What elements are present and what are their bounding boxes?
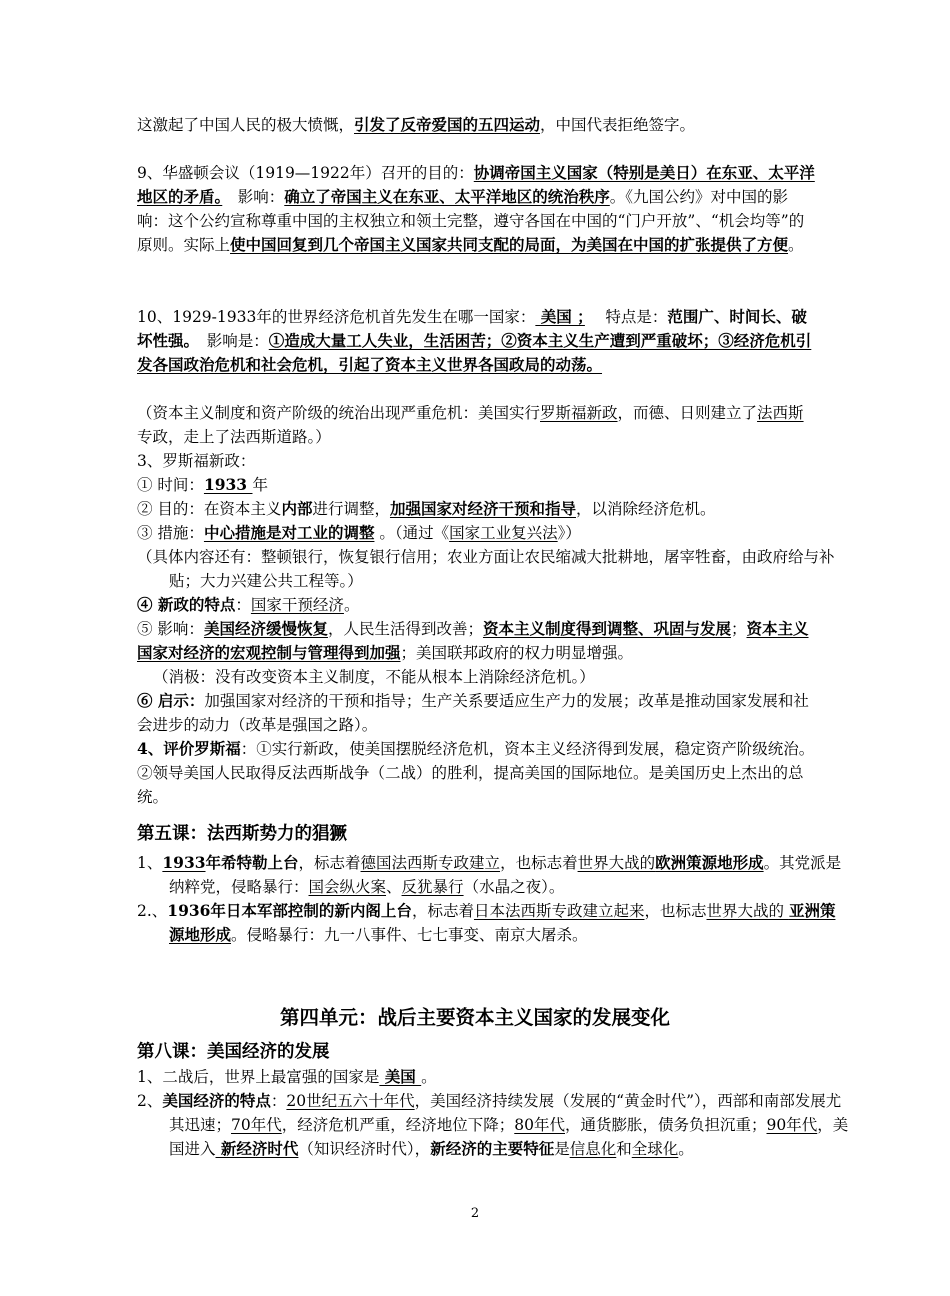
lesson5-item-2: 2.、1936年日本军部控制的新内阁上台，标志着日本法西斯专政建立起来，也标志世界大战的 亚洲策源地形成。侵略暴行：九一八事件、七七事变、南京大屠杀。 xyxy=(137,901,836,944)
paragraph-washington-conference: 9、华盛顿会议（1919—1922年）召开的目的：协调帝国主义国家（特别是美日）在东亚、太平洋地区的矛盾。 影响：确立了帝国主义在东亚、太平洋地区的统治秩序。《九国公约》对中国的影响：这个公约宣称尊重中国的主权独立和领土完整，遵守各国在中国的“门户开放”、“机会均等”的原则。实际上使中国回复到几个帝国主义国家共同支配的局面，为美国在中国的扩张提供了方便。 xyxy=(137,163,815,254)
roosevelt-lesson: ⑥ 启示：加强国家对经济的干预和指导；生产关系要适应生产力的发展；改革是推动国家发展和社会进步的动力（改革是强国之路）。 xyxy=(137,691,809,734)
roosevelt-detail: （具体内容还有：整顿银行，恢复银行信用；农业方面让农民缩减大批耕地，屠宰牲畜，由政府给与补贴；大力兴建公共工程等。） xyxy=(137,548,835,590)
lesson8-item-2: 2、美国经济的特点：20世纪五六十年代，美国经济持续发展（发展的“黄金时代”），西部和南部发展尤其迅速；70年代，经济危机严重，经济地位下降；80年代，通货膨胀，债务负担沉重；90年代，美国进入 新经济时代（知识经济时代），新经济的主要特征是信息化和全球化。 xyxy=(137,1091,849,1158)
roosevelt-measure: ③ 措施：中心措施是对工业的调整 。（通过《国家工业复兴法》） xyxy=(137,523,581,542)
roosevelt-goal: ② 目的：在资本主义内部进行调整，加强国家对经济干预和指导，以消除经济危机。 xyxy=(137,499,716,518)
roosevelt-evaluation: 4、评价罗斯福：①实行新政，使美国摆脱经济危机，资本主义经济得到发展，稳定资产阶级统治。②领导美国人民取得反法西斯战争（二战）的胜利，提高美国的国际地位。是美国历史上杰出的总统。 xyxy=(137,739,815,806)
lesson8-title: 第八课：美国经济的发展 xyxy=(137,1042,330,1062)
roosevelt-title: 3、罗斯福新政： xyxy=(137,452,256,470)
roosevelt-feature: ④ 新政的特点：国家干预经济。 xyxy=(137,595,360,614)
lesson8-item-1: 1、二战后，世界上最富强的国家是 美国 。 xyxy=(137,1067,437,1086)
lesson5-item-1: 1、1933年希特勒上台，标志着德国法西斯专政建立，也标志着世界大战的欧洲策源地形成。其党派是纳粹党，侵略暴行：国会纵火案、反犹暴行（水晶之夜）。 xyxy=(137,853,842,896)
page-number: 2 xyxy=(470,1206,480,1221)
unit4-title: 第四单元：战后主要资本主义国家的发展变化 xyxy=(279,1006,670,1029)
lesson5-title: 第五课：法西斯势力的猖獗 xyxy=(137,824,347,844)
paragraph-economic-crisis: 10、1929-1933年的世界经济危机首先发生在哪一国家： 美国 ； 特点是：范围广、时间长、破坏性强。 影响是：①造成大量工人失业，生活困苦；②资本主义生产遭到严重破坏；③经济危机引发各国政治危机和社会危机，引起了资本主义世界各国政局的动荡。 xyxy=(137,307,812,374)
roosevelt-time: ① 时间：1933 年 xyxy=(137,475,268,494)
roosevelt-impact: ⑤ 影响：美国经济缓慢恢复，人民生活得到改善；资本主义制度得到调整、巩固与发展；资本主义国家对经济的宏观控制与管理得到加强；美国联邦政府的权力明显增强。 xyxy=(137,619,809,662)
roosevelt-negative: （消极：没有改变资本主义制度，不能从根本上消除经济危机。） xyxy=(153,668,595,686)
paragraph-may-fourth: 这激起了中国人民的极大愤慨，引发了反帝爱国的五四运动，中国代表拒绝签字。 xyxy=(137,115,696,134)
paragraph-crisis-note: （资本主义制度和资产阶级的统治出现严重危机：美国实行罗斯福新政，而德、日则建立了法西斯专政，走上了法西斯道路。） xyxy=(137,404,804,446)
